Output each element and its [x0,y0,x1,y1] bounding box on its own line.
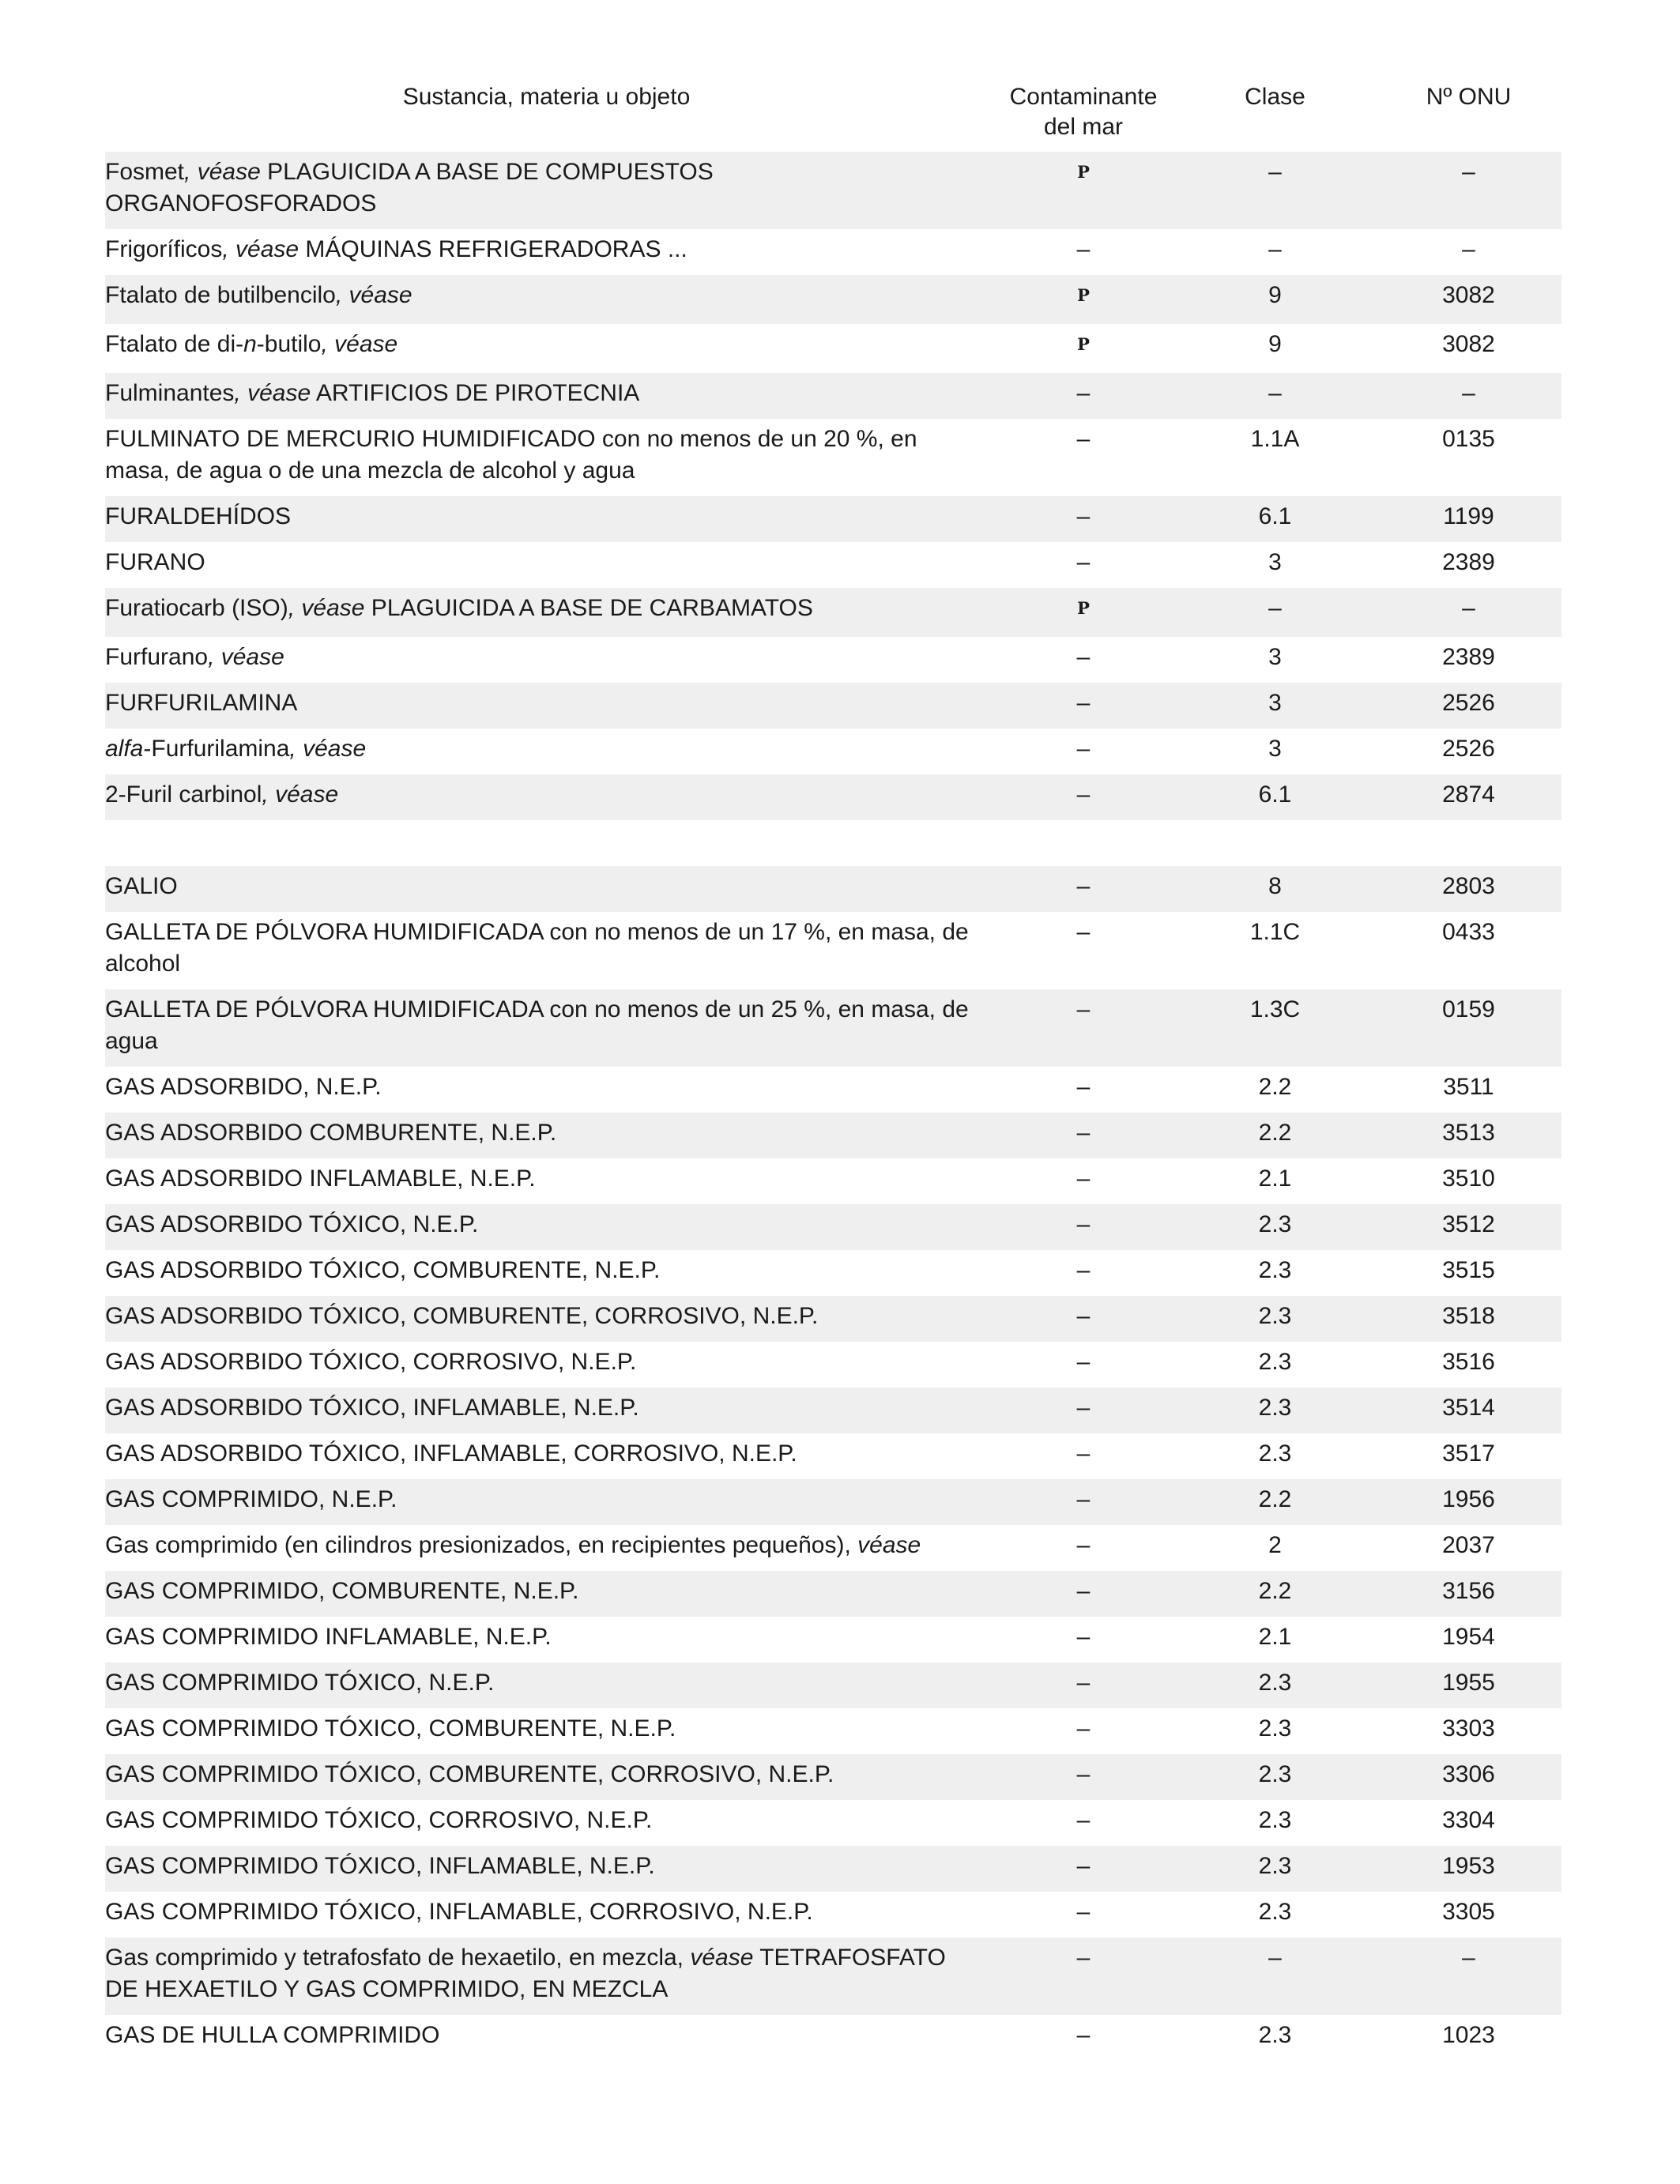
text: GAS COMPRIMIDO TÓXICO, CORROSIVO, N.E.P. [105,1807,653,1833]
text: FURALDEHÍDOS [105,503,292,529]
text: GAS COMPRIMIDO, N.E.P. [105,1486,397,1512]
italic-text: véase [197,159,261,185]
class-cell: 2 [1268,1532,1282,1558]
text: GALLETA DE PÓLVORA HUMIDIFICADA con no menos de un 25 %, en masa, de agua [105,996,969,1054]
text: GAS ADSORBIDO TÓXICO, N.E.P. [105,1211,479,1237]
substance-name-cell [105,866,993,912]
marine-pollutant-cell: – [1076,1899,1090,1925]
marine-pollutant-cell [993,275,1174,324]
marine-pollutant-cell: – [1076,1165,1090,1192]
text: Furatiocarb (ISO) [105,595,288,621]
text: Fosmet [105,159,185,185]
text: FURFURILAMINA [105,690,298,716]
table-row [105,912,1561,989]
class-cell: – [1174,152,1376,229]
un-number-cell: – [1376,373,1561,419]
text: TETRAFOSFATO DE HEXAETILO Y GAS COMPRIMIDO, EN MEZCLA [105,1945,946,2002]
un-number-cell: 1954 [1442,1624,1495,1650]
text: GAS ADSORBIDO COMBURENTE, N.E.P. [105,1120,557,1146]
table-row [105,989,1561,1067]
table-row [105,1846,1561,1892]
substance-name-cell [105,1892,993,1937]
marine-pollutant-cell: – [1076,2022,1090,2048]
class-cell: 2.2 [1174,1571,1376,1617]
marine-pollutant-cell: – [993,1113,1174,1158]
table-header-row [105,79,1561,152]
un-number-cell: – [1376,1937,1561,2015]
text: PLAGUICIDA A BASE DE COMPUESTOS ORGANOFOSFORADOS [105,159,714,217]
marine-pollutant-cell: – [1076,1807,1090,1833]
class-cell: 2.2 [1258,1074,1292,1100]
text: GAS ADSORBIDO TÓXICO, COMBURENTE, CORROSIVO, N.E.P. [105,1303,819,1329]
marine-pollutant-cell: – [993,774,1174,820]
class-cell: – [1174,1937,1376,2015]
table-row [105,1937,1561,2015]
marine-pollutant-mark: P [1077,598,1090,618]
un-number-cell: – [1462,236,1475,262]
class-cell: 6.1 [1174,774,1376,820]
text: Ftalato de di- [105,331,244,357]
marine-pollutant-cell: – [993,1479,1174,1525]
table-row [105,1525,1561,1571]
substance-name-cell [105,1571,993,1617]
class-cell: 1.1A [1250,426,1300,452]
marine-pollutant-cell: – [1076,426,1090,452]
un-number-cell: 3082 [1376,275,1561,324]
un-number-cell: 3516 [1442,1349,1495,1375]
header-substance: Sustancia, materia u objeto [402,84,691,110]
italic-text: , véase [222,236,299,262]
un-number-cell: – [1376,588,1561,637]
table-row [105,275,1561,324]
table-row [105,229,1561,275]
substance-name-cell [105,683,993,729]
substance-name-cell [105,275,993,324]
marine-pollutant-mark: P [1077,162,1090,182]
header-class: Clase [1245,84,1305,110]
class-cell: 3 [1268,549,1282,575]
table-row [105,542,1561,588]
italic-text: , véase [288,595,365,621]
marine-pollutant-cell: – [993,1754,1174,1800]
empty-cell [105,820,993,866]
text: GAS ADSORBIDO INFLAMABLE, N.E.P. [105,1165,536,1192]
un-number-cell: 2874 [1376,774,1561,820]
text: GAS ADSORBIDO TÓXICO, INFLAMABLE, CORROSIVO, N.E.P. [105,1440,797,1467]
class-cell: – [1174,373,1376,419]
substance-name-cell [105,1479,993,1525]
marine-pollutant-cell: – [1076,1257,1090,1283]
un-number-cell: 3303 [1442,1715,1495,1742]
un-number-cell: 3304 [1442,1807,1495,1833]
text: GAS DE HULLA COMPRIMIDO [105,2022,440,2048]
un-number-cell: 2389 [1442,549,1495,575]
text: GAS ADSORBIDO, N.E.P. [105,1074,382,1100]
substance-name-cell [105,496,993,542]
substance-name-cell [105,774,993,820]
substance-name-cell [105,1296,993,1342]
marine-pollutant-cell: – [993,1846,1174,1892]
italic-text: alfa [105,736,144,762]
marine-pollutant-cell: – [1076,1440,1090,1467]
class-cell: 3 [1268,736,1282,762]
text: GAS COMPRIMIDO INFLAMABLE, N.E.P. [105,1624,552,1650]
table-row [105,637,1561,683]
un-number-cell: 2389 [1442,644,1495,670]
text: GAS COMPRIMIDO TÓXICO, COMBURENTE, N.E.P. [105,1715,676,1742]
marine-pollutant-cell [993,152,1174,229]
table-row [105,1113,1561,1158]
substance-name-cell [105,729,993,774]
text: GAS ADSORBIDO TÓXICO, CORROSIVO, N.E.P. [105,1349,637,1375]
substance-name-cell [105,373,993,419]
class-cell: 2.2 [1174,1113,1376,1158]
marine-pollutant-cell: – [1076,1349,1090,1375]
substance-name-cell [105,324,993,373]
class-cell: 6.1 [1174,496,1376,542]
marine-pollutant-cell: – [1076,919,1090,945]
table-row [105,1388,1561,1433]
substance-name-cell [105,1937,993,2015]
substance-name-cell [105,1617,993,1662]
substance-name-cell [105,1204,993,1250]
class-cell: 9 [1174,275,1376,324]
substance-name-cell [105,1113,993,1158]
un-number-cell: 3517 [1442,1440,1495,1467]
text: PLAGUICIDA A BASE DE CARBAMATOS [364,595,813,621]
text: MÁQUINAS REFRIGERADORAS ... [299,236,687,262]
text: -Furfurilamina [143,736,290,762]
un-number-cell: 3156 [1376,1571,1561,1617]
substance-name-cell [105,1158,993,1204]
section-gap-row [105,820,1561,866]
text: GALLETA DE PÓLVORA HUMIDIFICADA con no menos de un 17 %, en masa, de alcohol [105,919,969,977]
substance-name-cell [105,1433,993,1479]
table-row [105,496,1561,542]
marine-pollutant-cell: – [1076,1074,1090,1100]
table-row [105,729,1561,774]
text: GAS COMPRIMIDO, COMBURENTE, N.E.P. [105,1578,579,1604]
class-cell: – [1174,588,1376,637]
italic-text: , véase [262,781,339,808]
italic-text: , véase [234,380,311,406]
class-cell: 2.1 [1258,1624,1292,1650]
un-number-cell: 2526 [1442,736,1495,762]
marine-pollutant-cell: – [993,866,1174,912]
substance-name-cell [105,1708,993,1754]
substance-name-cell [105,1525,993,1571]
marine-pollutant-cell: – [993,1937,1174,2015]
substance-name-cell [105,2015,993,2061]
class-cell: 2.3 [1258,1257,1292,1283]
table-row [105,1800,1561,1846]
un-number-cell: 3514 [1376,1388,1561,1433]
marine-pollutant-mark: P [1077,334,1090,354]
class-cell: 2.3 [1258,1715,1292,1742]
substance-name-cell [105,1800,993,1846]
text: FURANO [105,549,205,575]
un-number-cell: 1199 [1376,496,1561,542]
un-number-cell: 3513 [1376,1113,1561,1158]
class-cell: 2.3 [1174,1662,1376,1708]
text: GAS COMPRIMIDO TÓXICO, COMBURENTE, CORROSIVO, N.E.P. [105,1761,834,1787]
un-number-cell: 1953 [1376,1846,1561,1892]
text: FULMINATO DE MERCURIO HUMIDIFICADO con no menos de un 20 %, en masa, de agua o de una mezcla de alcohol y agua [105,426,917,484]
substance-name-cell [105,1388,993,1433]
table-row [105,1296,1561,1342]
text: Frigoríficos [105,236,223,262]
italic-text: véase [857,1532,921,1558]
table-row [105,2015,1561,2061]
table-row [105,1204,1561,1250]
table-row [105,774,1561,820]
marine-pollutant-cell: – [993,1571,1174,1617]
un-number-cell: 3306 [1376,1754,1561,1800]
un-number-cell: 3082 [1442,331,1495,357]
un-number-cell: 2803 [1376,866,1561,912]
marine-pollutant-cell: – [993,1388,1174,1433]
table-body [105,152,1561,2061]
text: GALIO [105,873,178,899]
document-page [105,79,1561,2061]
class-cell: 2.3 [1258,2022,1292,2048]
un-number-cell: 0159 [1376,989,1561,1067]
italic-text: , [184,159,198,185]
class-cell: 2.3 [1174,1388,1376,1433]
un-number-cell: 3510 [1442,1165,1495,1192]
marine-pollutant-cell: – [1076,1624,1090,1650]
table-row [105,1892,1561,1937]
class-cell: 3 [1268,644,1282,670]
class-cell: – [1268,236,1282,262]
class-cell: 2.3 [1174,1296,1376,1342]
italic-text: , véase [335,282,412,308]
marine-pollutant-cell: – [1076,236,1090,262]
marine-pollutant-cell: – [993,496,1174,542]
table-row [105,373,1561,419]
text: GAS COMPRIMIDO TÓXICO, INFLAMABLE, N.E.P. [105,1853,655,1879]
table-row [105,152,1561,229]
marine-pollutant-cell: – [1076,1715,1090,1742]
table-row [105,1617,1561,1662]
empty-cell [1174,820,1376,866]
un-number-cell: 0135 [1442,426,1495,452]
substance-name-cell [105,989,993,1067]
marine-pollutant-cell: – [1076,736,1090,762]
class-cell: 2.3 [1258,1899,1292,1925]
text: ARTIFICIOS DE PIROTECNIA [311,380,640,406]
italic-text: , véase [208,644,284,670]
table-row [105,1067,1561,1113]
text: GAS COMPRIMIDO TÓXICO, N.E.P. [105,1670,495,1696]
marine-pollutant-cell [993,588,1174,637]
class-cell: 2.2 [1174,1479,1376,1525]
class-cell: 2.3 [1174,1754,1376,1800]
text: GAS COMPRIMIDO TÓXICO, INFLAMABLE, CORROSIVO, N.E.P. [105,1899,813,1925]
marine-pollutant-cell: – [993,989,1174,1067]
table-row [105,1433,1561,1479]
class-cell: 2.1 [1258,1165,1292,1192]
un-number-cell: 0433 [1442,919,1495,945]
marine-pollutant-cell: – [993,1296,1174,1342]
un-number-cell: 3305 [1442,1899,1495,1925]
italic-text: véase [690,1945,754,1971]
table-row [105,1342,1561,1388]
un-number-cell: 3511 [1443,1074,1494,1100]
marine-pollutant-cell: – [993,373,1174,419]
text: GAS ADSORBIDO TÓXICO, COMBURENTE, N.E.P. [105,1257,661,1283]
class-cell: 2.3 [1174,1204,1376,1250]
table-row [105,866,1561,912]
substance-name-cell [105,1250,993,1296]
table-row [105,1708,1561,1754]
text: -butilo [256,331,322,357]
substance-name-cell [105,588,993,637]
class-cell: 2.3 [1174,1846,1376,1892]
un-number-cell: 1955 [1376,1662,1561,1708]
substance-index-table [105,79,1561,2061]
un-number-cell: 1956 [1376,1479,1561,1525]
table-row [105,1571,1561,1617]
un-number-cell: – [1376,152,1561,229]
class-cell: 2.3 [1258,1807,1292,1833]
marine-pollutant-cell: – [1076,644,1090,670]
marine-pollutant-cell: – [1076,1532,1090,1558]
marine-pollutant-mark: P [1077,285,1090,305]
text: Furfurano [105,644,209,670]
substance-name-cell [105,1342,993,1388]
table-row [105,1158,1561,1204]
un-number-cell: 3518 [1376,1296,1561,1342]
table-row [105,683,1561,729]
text: Gas comprimido y tetrafosfato de hexaetilo, en mezcla, [105,1945,691,1971]
class-cell: 1.1C [1249,919,1301,945]
table-row [105,419,1561,496]
class-cell: 3 [1174,683,1376,729]
italic-text: , véase [289,736,367,762]
substance-name-cell [105,1067,993,1113]
table-row [105,1250,1561,1296]
marine-pollutant-cell [993,324,1174,373]
substance-name-cell [105,229,993,275]
substance-name-cell [105,912,993,989]
table-row [105,588,1561,637]
empty-cell [1376,820,1561,866]
text: 2-Furil carbinol [105,781,262,808]
un-number-cell: 2037 [1442,1532,1495,1558]
class-cell: 8 [1174,866,1376,912]
substance-name-cell [105,1754,993,1800]
header-marine-pollutant: Contaminante del mar [1009,84,1158,140]
substance-name-cell [105,1846,993,1892]
un-number-cell: 2526 [1376,683,1561,729]
marine-pollutant-cell: – [1076,549,1090,575]
header-un-number: Nº ONU [1426,84,1512,110]
substance-name-cell [105,542,993,588]
italic-text: , véase [321,331,398,357]
class-cell: 2.3 [1258,1349,1292,1375]
un-number-cell: 3512 [1376,1204,1561,1250]
text: GAS ADSORBIDO TÓXICO, INFLAMABLE, N.E.P. [105,1395,639,1421]
substance-name-cell [105,637,993,683]
substance-name-cell [105,152,993,229]
empty-cell [993,820,1174,866]
table-row [105,1754,1561,1800]
text: Fulminantes [105,380,235,406]
table-row [105,1479,1561,1525]
table-row [105,324,1561,373]
marine-pollutant-cell: – [993,1662,1174,1708]
text: Ftalato de butilbencilo [105,282,336,308]
table-row [105,1662,1561,1708]
class-cell: 1.3C [1174,989,1376,1067]
italic-text: n [243,331,257,357]
substance-name-cell [105,1662,993,1708]
marine-pollutant-cell: – [993,683,1174,729]
un-number-cell: 1023 [1442,2022,1495,2048]
class-cell: 2.3 [1258,1440,1292,1467]
un-number-cell: 3515 [1442,1257,1495,1283]
substance-name-cell [105,419,993,496]
class-cell: 9 [1268,331,1282,357]
text: Gas comprimido (en cilindros presionizados, en recipientes pequeños), [105,1532,858,1558]
marine-pollutant-cell: – [993,1204,1174,1250]
